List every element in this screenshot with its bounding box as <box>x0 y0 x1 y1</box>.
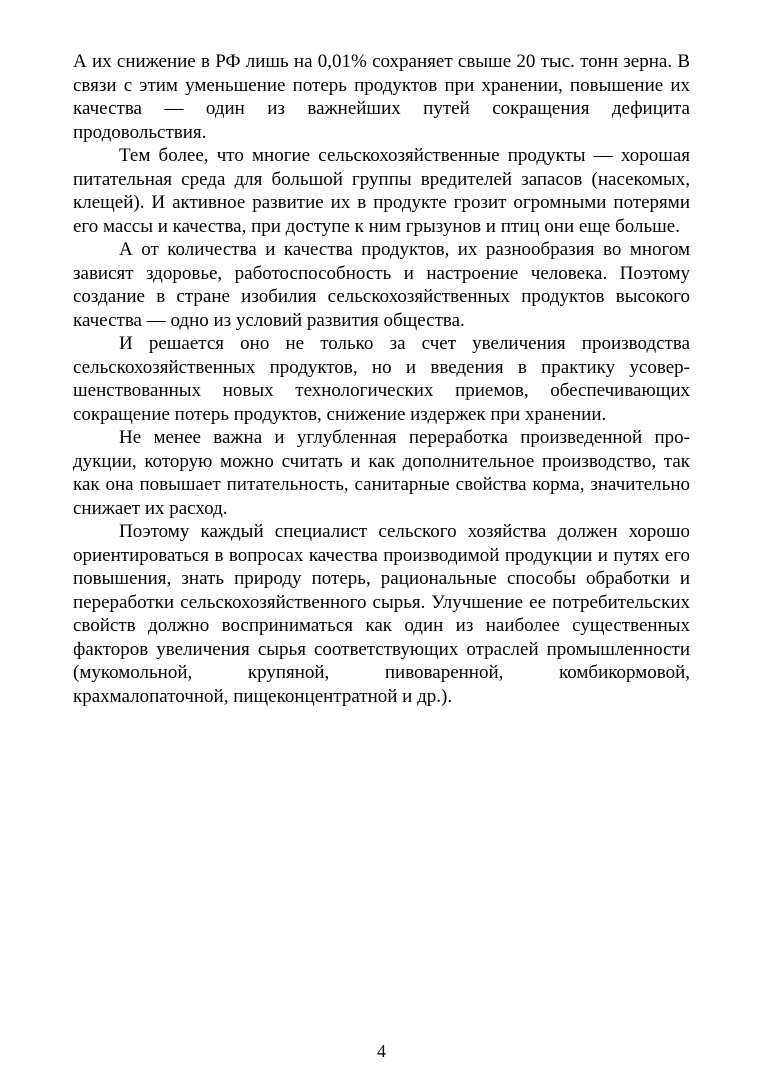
paragraph-4: И решается оно не только за счет увеличения производства сельскохозяйственных продуктов, но и введения в практику усовершенствованных новых технологических приемов, обеспечивающих сокращение потерь продуктов, снижение издержек при хранении. <box>73 333 690 425</box>
page-number: 4 <box>377 1041 386 1061</box>
paragraph-3: А от количества и качества продуктов, их разнообразия во многом зависят здоровье, работоспособность и настроение человека. Поэтому создание в стране изобилия сельскохозяйственных продуктов высокого качества — одно из условий развития общества. <box>73 239 690 331</box>
paragraph-6: Поэтому каждый специалист сельского хозяйства должен хорошо ориентироваться в вопросах качества производимой продукции и путях его повышения, знать природу потерь, рациональные способы обработки и переработки сельскохозяйственного сырья. Улучшение ее потребительских свойств должно восприниматься как один из наиболее существенных факторов увеличения сырья соответствующих отраслей промышленности (мукомольной, крупяной, пивоваренной, комбикормовой, крахмалопаточной, пищеконцентратной и др.). <box>73 521 690 707</box>
paragraph-5: Не менее важна и углубленная переработка произведенной продукции, которую можно считать и как дополнительное производство, так как она повышает питательность, санитарные свойства корма, значительно снижает их расход. <box>73 427 690 519</box>
page-body <box>73 50 690 708</box>
paragraph-2: Тем более, что многие сельскохозяйственные продукты — хорошая питательная среда для большой группы вредителей запасов (насекомых, клещей). И активное развитие их в продукте грозит огромными потерями его массы и качества, при доступе к ним грызунов и птиц они еще больше. <box>73 145 690 237</box>
paragraph-1: А их снижение в РФ лишь на 0,01% сохраняет свыше 20 тыс. тонн зерна. В связи с этим уменьшение потерь продуктов при хранении, повышение их качества — один из важнейших путей сокращения дефицита продовольствия. <box>73 51 690 143</box>
